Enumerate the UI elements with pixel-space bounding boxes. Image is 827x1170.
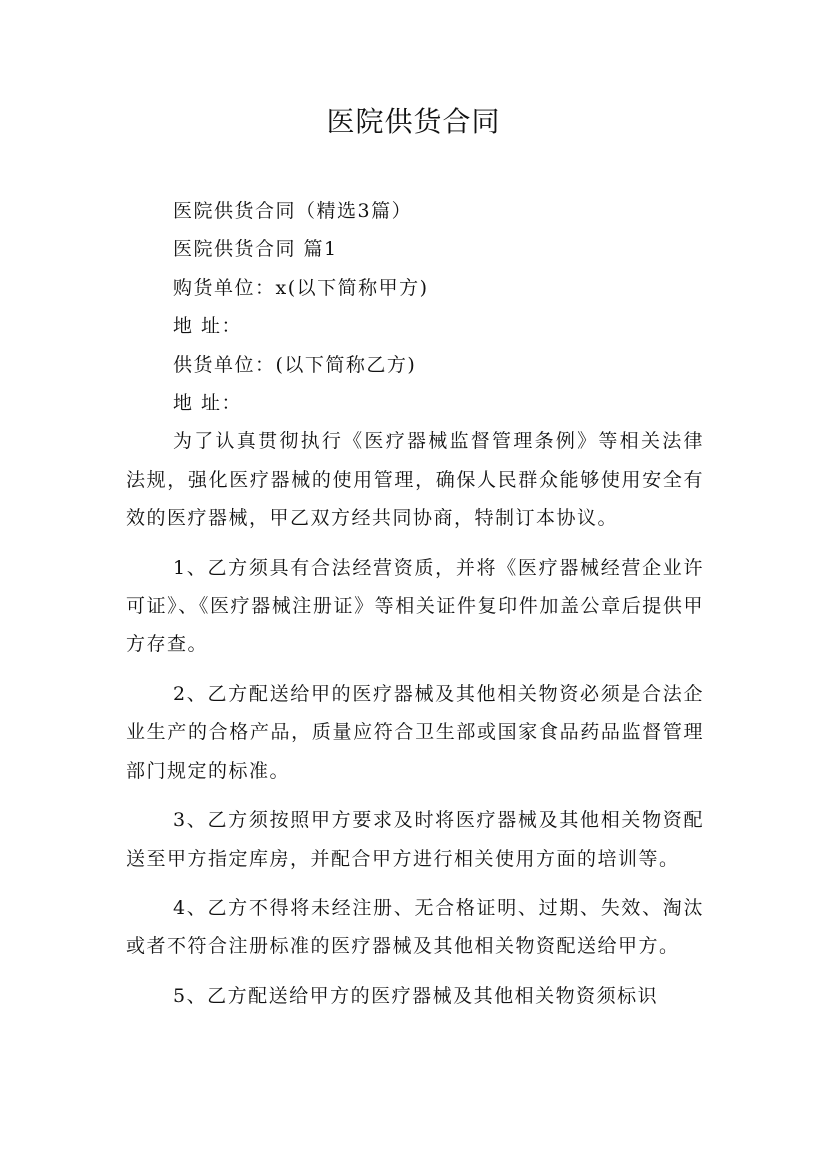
buyer-address-line: 地 址： xyxy=(173,315,243,338)
supplier-unit-line: 供货单位：(以下简称乙方) xyxy=(173,353,417,376)
supplier-address-line: 地 址： xyxy=(173,392,243,415)
buyer-unit-line: 购货单位：x(以下简称甲方) xyxy=(173,276,429,299)
clause-4-paragraph: 4、乙方不得将未经注册、无合格证明、过期、失效、淘汰或者不符合注册标准的医疗器械及其他相关物资配送给甲方。 xyxy=(126,896,704,958)
intro-paragraph: 为了认真贯彻执行《医疗器械监督管理条例》等相关法律法规，强化医疗器械的使用管理，确保人民群众能够使用安全有效的医疗器械，甲乙双方经共同协商，特制订本协议。 xyxy=(126,430,704,530)
clause-5-paragraph: 5、乙方配送给甲方的医疗器械及其他相关物资须标识 xyxy=(173,984,659,1007)
document-title: 医院供货合同 xyxy=(326,105,501,138)
clause-3-paragraph: 3、乙方须按照甲方要求及时将医疗器械及其他相关物资配送至甲方指定库房，并配合甲方进行相关使用方面的培训等。 xyxy=(126,809,704,870)
document-body xyxy=(126,192,704,1026)
section-title-line: 医院供货合同 篇1 xyxy=(173,238,338,261)
subtitle-line: 医院供货合同（精选3篇） xyxy=(173,200,413,222)
clause-2-paragraph: 2、乙方配送给甲的医疗器械及其他相关物资必须是合法企业生产的合格产品，质量应符合卫生部或国家食品药品监督管理部门规定的标准。 xyxy=(126,682,704,782)
clause-1-paragraph: 1、乙方须具有合法经营资质，并将《医疗器械经营企业许可证》、《医疗器械注册证》等相关证件复印件加盖公章后提供甲方存查。 xyxy=(126,556,704,656)
